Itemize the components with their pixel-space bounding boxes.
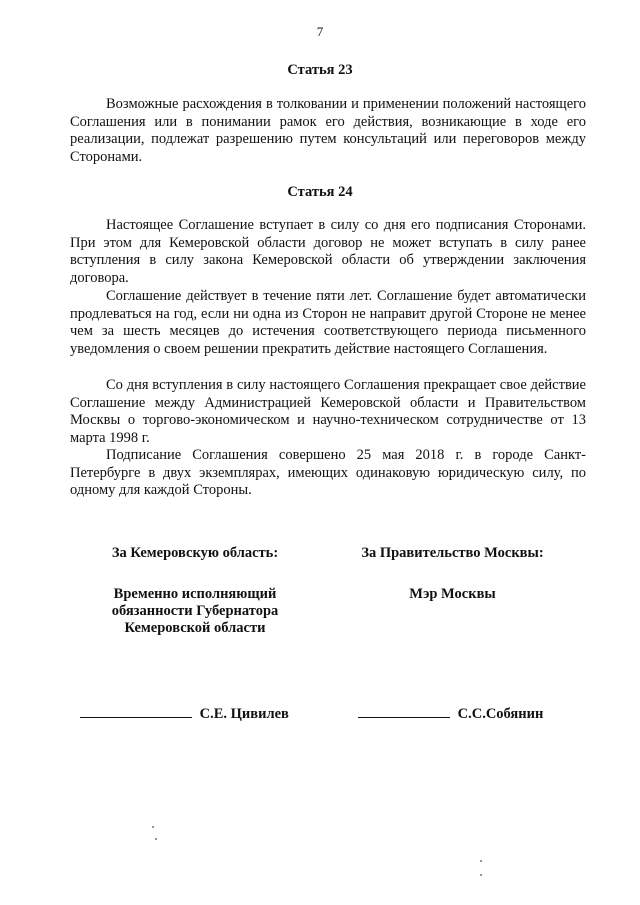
signature-line-kemerovo (80, 703, 289, 723)
signatory-position-moscow: Мэр Москвы (409, 586, 496, 602)
article-23-paragraph: Возможные расхождения в толковании и применении положений настоящего Соглашения или в понимании рамок его действия, возникающие в ходе его реализации, подлежат разрешению путем консультаций или переговоров между Сторонами. (70, 96, 586, 165)
signature-underline (80, 703, 192, 718)
scan-speck (152, 826, 154, 828)
party-kemerovo: За Кемеровскую область: (111, 545, 279, 561)
signature-underline (358, 703, 450, 718)
signature-line-moscow (358, 703, 543, 723)
article-24-paragraph-2: Соглашение действует в течение пяти лет. Соглашение будет автоматически продлеваться на год, если ни одна из Сторон не направит другой Стороне не менее чем за шесть месяцев до истечения соответствующего периода письменного уведомления о своем решении прекратить действие настоящего Соглашения. (70, 288, 586, 357)
article-23-heading: Статья 23 (287, 62, 353, 78)
signature-block-kemerovo (70, 545, 320, 637)
article-24-paragraph-1: Настоящее Соглашение вступает в силу со дня его подписания Сторонами. При этом для Кемеровской области договор не может вступать в силу ранее вступления в силу закона Кемеровской области об утверждении заключения договора. (70, 217, 586, 286)
party-moscow: За Правительство Москвы: (361, 545, 544, 561)
article-24-heading: Статья 24 (287, 184, 353, 200)
signatory-name-moscow: С.С.Собянин (457, 706, 544, 722)
article-24-paragraph-3: Со дня вступления в силу настоящего Соглашения прекращает свое действие Соглашение между Администрацией Кемеровской области и Правительством Москвы о торгово-экономическом и научно-техническом сотрудничестве от 13 марта 1998 г. (70, 377, 586, 446)
scan-speck (155, 838, 157, 840)
scan-speck (480, 874, 482, 876)
scan-speck (480, 860, 482, 862)
signatory-name-kemerovo: С.Е. Цивилев (199, 706, 289, 722)
article-24-paragraph-4: Подписание Соглашения совершено 25 мая 2018 г. в городе Санкт-Петербурге в двух экземплярах, имеющих одинаковую юридическую силу, по одному для каждой Стороны. (70, 447, 586, 498)
page-number: 7 (316, 24, 324, 39)
signature-block-moscow (335, 545, 570, 603)
signatory-position-kemerovo: Временно исполняющий обязанности Губернатора Кемеровской области (111, 586, 279, 636)
